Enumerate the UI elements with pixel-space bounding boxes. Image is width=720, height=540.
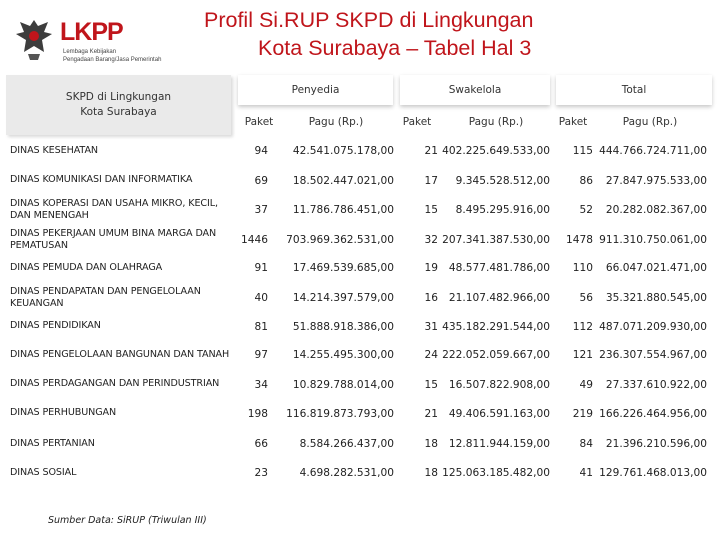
total-paket-cell: 56	[579, 292, 593, 304]
penyedia-paket-cell: 66	[254, 438, 268, 450]
total-paket-cell: 52	[579, 204, 593, 216]
table-row	[0, 430, 720, 458]
swakelola-pagu-cell: 222.052.059.667,00	[442, 349, 550, 361]
penyedia-paket-cell: 37	[254, 204, 268, 216]
total-pagu-cell: 20.282.082.367,00	[605, 204, 707, 216]
skpd-name: DINAS KOMUNIKASI DAN INFORMATIKA	[10, 174, 193, 186]
swakelola-paket-cell: 21	[424, 145, 438, 157]
table-row	[0, 257, 720, 279]
table-row	[0, 314, 720, 339]
penyedia-paket-cell: 198	[247, 407, 268, 420]
penyedia-paket-cell: 40	[254, 292, 268, 304]
skpd-name: DINAS KESEHATAN	[10, 144, 98, 156]
table-row	[0, 140, 720, 162]
total-paket-cell: 49	[579, 378, 593, 391]
total-pagu-cell: 129.761.468.013,00	[599, 467, 707, 479]
swakelola-pagu-cell: 21.107.482.966,00	[448, 292, 550, 304]
total-pagu-cell: 444.766.724.711,00	[599, 145, 707, 157]
header-swakelola-pagu: Pagu (Rp.)	[468, 116, 524, 128]
skpd-name: DINAS PEMUDA DAN OLAHRAGA	[10, 261, 163, 273]
total-paket-cell: 1478	[566, 234, 593, 246]
total-pagu-cell: 35.321.880.545,00	[605, 292, 707, 304]
penyedia-pagu-cell: 51.888.918.386,00	[292, 320, 394, 333]
penyedia-paket-cell: 23	[254, 467, 268, 479]
penyedia-pagu-cell: 14.214.397.579,00	[292, 292, 394, 304]
table-row	[0, 168, 720, 193]
header-penyedia-paket: Paket	[244, 116, 274, 128]
header-total-paket: Paket	[558, 116, 588, 128]
swakelola-paket-cell: 16	[424, 292, 438, 304]
table-row	[0, 283, 720, 313]
swakelola-paket-cell: 24	[424, 349, 438, 361]
lkpp-logo	[8, 10, 178, 68]
penyedia-pagu-cell: 14.255.495.300,00	[292, 349, 394, 361]
swakelola-paket-cell: 15	[424, 204, 438, 216]
total-pagu-cell: 166.226.464.956,00	[599, 407, 707, 420]
swakelola-paket-cell: 17	[424, 174, 438, 187]
total-paket-cell: 115	[572, 145, 593, 157]
total-paket-cell: 86	[579, 174, 593, 187]
penyedia-pagu-cell: 8.584.266.437,00	[299, 438, 394, 450]
swakelola-pagu-cell: 49.406.591.163,00	[448, 407, 550, 420]
swakelola-paket-cell: 18	[424, 467, 438, 479]
swakelola-paket-cell: 21	[424, 407, 438, 420]
total-paket-cell: 110	[572, 262, 593, 274]
garuda-emblem-icon	[14, 14, 54, 64]
penyedia-paket-cell: 91	[254, 262, 268, 274]
total-pagu-cell: 66.047.021.471,00	[605, 262, 707, 274]
total-pagu-cell: 236.307.554.967,00	[599, 349, 707, 361]
skpd-name: DINAS PERTANIAN	[10, 437, 95, 449]
total-pagu-cell: 21.396.210.596,00	[605, 438, 707, 450]
penyedia-paket-cell: 69	[254, 174, 268, 187]
table-row	[0, 340, 720, 370]
brand-name: LKPP	[60, 18, 123, 46]
swakelola-paket-cell: 32	[424, 234, 438, 246]
source-note: Sumber Data: SiRUP (Triwulan III)	[48, 515, 207, 526]
skpd-name: DINAS SOSIAL	[10, 466, 77, 478]
penyedia-pagu-cell: 4.698.282.531,00	[299, 467, 394, 479]
swakelola-paket-cell: 31	[424, 320, 438, 333]
header-penyedia: Penyedia	[238, 75, 393, 105]
header-swakelola-paket: Paket	[402, 116, 432, 128]
swakelola-pagu-cell: 48.577.481.786,00	[448, 262, 550, 274]
total-pagu-cell: 911.310.750.061,00	[599, 234, 707, 246]
header-total: Total	[556, 75, 712, 105]
swakelola-pagu-cell: 16.507.822.908,00	[448, 378, 550, 391]
total-paket-cell: 41	[579, 467, 593, 479]
swakelola-pagu-cell: 12.811.944.159,00	[448, 438, 550, 450]
penyedia-paket-cell: 1446	[241, 234, 268, 246]
penyedia-pagu-cell: 17.469.539.685,00	[292, 262, 394, 274]
total-paket-cell: 121	[572, 349, 593, 361]
table-row	[0, 196, 720, 224]
table-row	[0, 372, 720, 397]
skpd-name: DINAS PERDAGANGAN DAN PERINDUSTRIAN	[10, 378, 220, 390]
penyedia-paket-cell: 34	[254, 378, 268, 391]
swakelola-pagu-cell: 207.341.387.530,00	[442, 234, 550, 246]
swakelola-pagu-cell: 435.182.291.544,00	[442, 320, 550, 333]
header-skpd: SKPD di Lingkungan Kota Surabaya	[6, 75, 231, 135]
header-penyedia-pagu: Pagu (Rp.)	[308, 116, 364, 128]
skpd-name: DINAS PENDIDIKAN	[10, 320, 101, 332]
swakelola-pagu-cell: 402.225.649.533,00	[442, 145, 550, 157]
table-row	[0, 225, 720, 255]
total-pagu-cell: 487.071.209.930,00	[599, 320, 707, 333]
skpd-name: DINAS PEKERJAAN UMUM BINA MARGA DAN PEMATUSAN	[10, 227, 217, 251]
penyedia-pagu-cell: 10.829.788.014,00	[292, 378, 394, 391]
title-line-1: Profil Si.RUP SKPD di Lingkungan	[204, 8, 534, 32]
swakelola-paket-cell: 19	[424, 262, 438, 274]
total-paket-cell: 219	[572, 407, 593, 420]
swakelola-pagu-cell: 9.345.528.512,00	[455, 174, 550, 187]
penyedia-pagu-cell: 116.819.873.793,00	[286, 407, 394, 420]
penyedia-pagu-cell: 11.786.786.451,00	[292, 204, 394, 216]
skpd-name: DINAS PERHUBUNGAN	[10, 407, 117, 419]
skpd-name: DINAS PENGELOLAAN BANGUNAN DAN TANAH	[10, 348, 230, 360]
penyedia-pagu-cell: 703.969.362.531,00	[286, 234, 394, 246]
total-pagu-cell: 27.847.975.533,00	[605, 174, 707, 187]
penyedia-pagu-cell: 42.541.075.178,00	[292, 145, 394, 157]
brand-tagline: Lembaga Kebijakan Pengadaan Barang/Jasa Pemerintah	[63, 49, 162, 63]
swakelola-paket-cell: 18	[424, 438, 438, 450]
title-line-2: Kota Surabaya – Tabel Hal 3	[258, 36, 532, 60]
penyedia-paket-cell: 97	[254, 349, 268, 361]
skpd-name: DINAS KOPERASI DAN USAHA MIKRO, KECIL, DAN MENENGAH	[10, 197, 218, 221]
table-row	[0, 459, 720, 487]
swakelola-pagu-cell: 125.063.185.482,00	[442, 467, 550, 479]
penyedia-paket-cell: 81	[254, 320, 268, 333]
total-paket-cell: 112	[572, 320, 593, 333]
total-pagu-cell: 27.337.610.922,00	[605, 378, 707, 391]
penyedia-paket-cell: 94	[254, 145, 268, 157]
swakelola-paket-cell: 15	[424, 378, 438, 391]
penyedia-pagu-cell: 18.502.447.021,00	[292, 174, 394, 187]
table-row	[0, 400, 720, 427]
swakelola-pagu-cell: 8.495.295.916,00	[455, 204, 550, 216]
total-paket-cell: 84	[579, 438, 593, 450]
header-swakelola: Swakelola	[400, 75, 550, 105]
header-total-pagu: Pagu (Rp.)	[622, 116, 678, 128]
skpd-name: DINAS PENDAPATAN DAN PENGELOLAAN KEUANGAN	[10, 285, 201, 309]
